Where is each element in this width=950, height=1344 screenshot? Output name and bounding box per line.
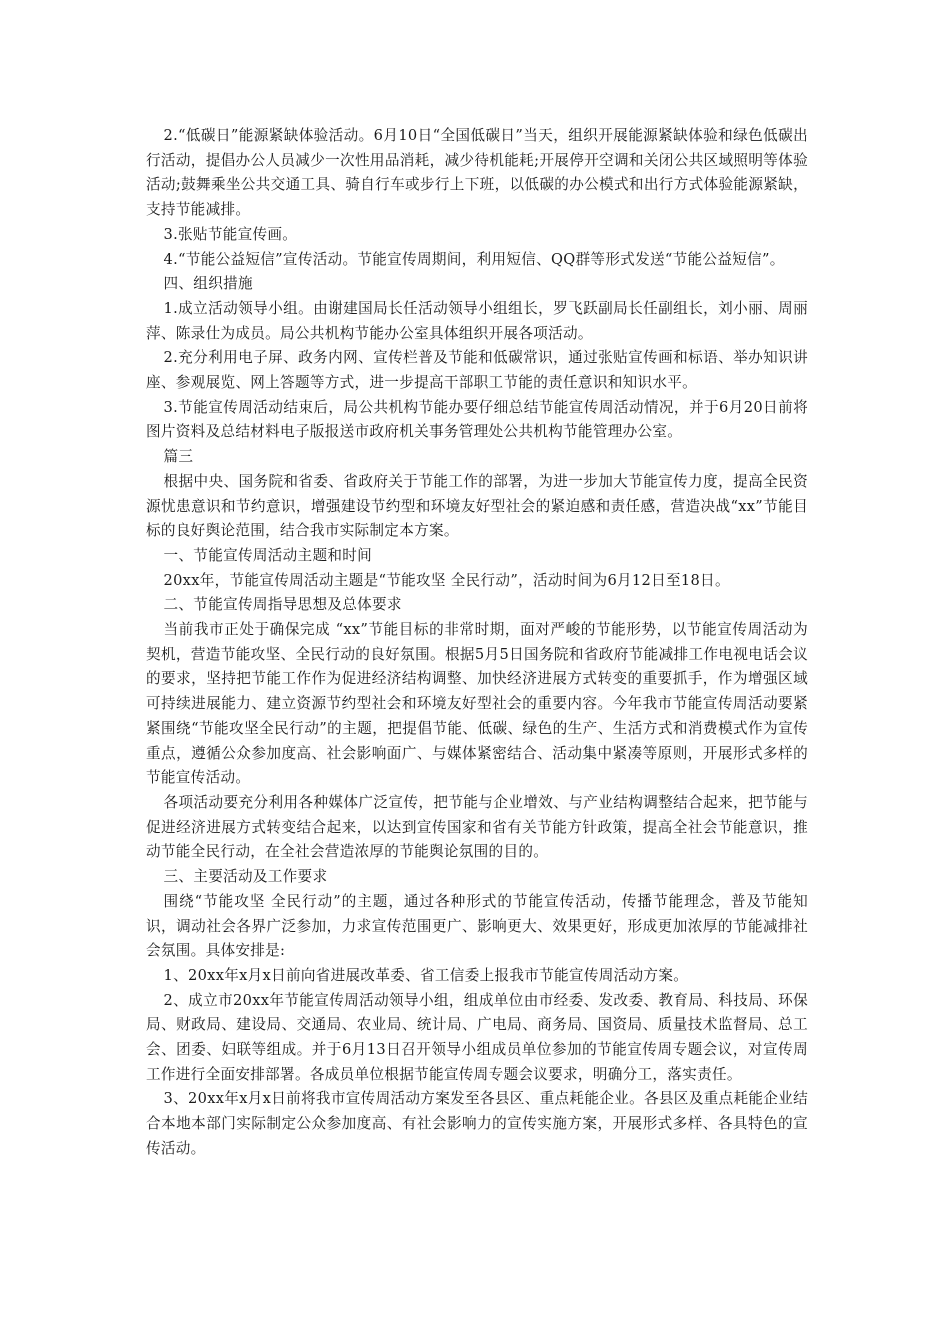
paragraph-summary-report: 3.节能宣传周活动结束后，局公共机构节能办要仔细总结节能宣传周活动情况，并于6月20日前将图片资料及总结材料电子版报送市政府机关事务管理处公共机构节能管理办公室。: [146, 398, 808, 441]
heading-main-activities: 三、主要活动及工作要求: [163, 868, 328, 886]
paragraph-item-2: 2、成立市20xx年节能宣传周活动领导小组，组成单位由市经委、发改委、教育局、科技局、环保局、财政局、建设局、交通局、农业局、统计局、广电局、商务局、国资局、质量技术监督局、总工会、团委、妇联等组成。并于6月13日召开领导小组成员单位参加的节能宣传周专题会议，对宣传周工作进行全面安排部署。各成员单位根据节能宣传周专题会议要求，明确分工，落实责任。: [146, 991, 808, 1083]
heading-theme-and-time: 一、节能宣传周活动主题和时间: [163, 546, 373, 564]
heading-organization-measures: 四、组织措施: [163, 275, 253, 293]
paragraph-item-3: 3、20xx年x月x日前将我市宣传周活动方案发至各县区、重点耗能企业。各县区及重点耗能企业结合本地本部门实际制定公众参加度高、有社会影响力的宣传实施方案，开展形式多样、各具特色的宣传活动。: [146, 1090, 808, 1157]
heading-part-three: 篇三: [163, 448, 194, 466]
paragraph-media-use: 2.充分利用电子屏、政务内网、宣传栏普及节能和低碳常识，通过张贴宣传画和标语、举办知识讲座、参观展览、网上答题等方式，进一步提高干部职工节能的责任意识和知识水平。: [146, 349, 808, 392]
paragraph-item-1: 1、20xx年x月x日前向省进展改革委、省工信委上报我市节能宣传周活动方案。: [163, 966, 689, 984]
paragraph-low-carbon-day: 2.“低碳日”能源紧缺体验活动。6月10日“全国低碳日”当天，组织开展能源紧缺体验和绿色低碳出行活动，提倡办公人员减少一次性用品消耗，减少待机能耗;开展停开空调和关闭公共区域照明等体验活动;鼓舞乘坐公共交通工具、骑自行车或步行上下班，以低碳的办公模式和出行方式体验能源紧缺，支持节能减排。: [146, 127, 808, 219]
paragraph-media-publicity: 各项活动要充分利用各种媒体广泛宣传，把节能与企业增效、与产业结构调整结合起来，把节能与促进经济进展方式转变结合起来，以达到宣传国家和省有关节能方针政策，提高全社会节能意识，推动节能全民行动，在全社会营造浓厚的节能舆论氛围的目的。: [146, 793, 808, 861]
document-body: [146, 124, 808, 1162]
heading-guiding-ideology: 二、节能宣传周指导思想及总体要求: [163, 596, 402, 614]
paragraph-theme: 20xx年，节能宣传周活动主题是“节能攻坚 全民行动”，活动时间为6月12日至18日。: [163, 571, 730, 589]
paragraph-current-situation: 当前我市正处于确保完成 “xx”节能目标的非常时期，面对严峻的节能形势，以节能宣传周活动为契机，营造节能攻坚、全民行动的良好氛围。根据5月5日国务院和省政府节能减排工作电视电话会议的要求，坚持把节能工作作为促进经济结构调整、加快经济进展方式转变的重要抓手，作为增强区域可持续进展能力、建立资源节约型社会和环境友好型社会的重要内容。今年我市节能宣传周活动要紧紧围绕“节能攻坚全民行动”的主题，把提倡节能、低碳、绿色的生产、生活方式和消费模式作为宣传重点，遵循公众参加度高、社会影响面广、与媒体紧密结合、活动集中紧凑等原则，开展形式多样的节能宣传活动。: [146, 621, 808, 787]
paragraph-sms: 4.“节能公益短信”宣传活动。节能宣传周期间，利用短信、QQ群等形式发送“节能公益短信”。: [163, 250, 785, 268]
paragraph-arrangement: 围绕“节能攻坚 全民行动”的主题，通过各种形式的节能宣传活动，传播节能理念，普及节能知识，调动社会各界广泛参加，力求宣传范围更广、影响更大、效果更好，形成更加浓厚的节能减排社会氛围。具体安排是:: [146, 892, 808, 960]
paragraph-intro: 根据中央、国务院和省委、省政府关于节能工作的部署，为进一步加大节能宣传力度，提高全民资源忧患意识和节约意识，增强建设节约型和环境友好型社会的紧迫感和责任感，营造决战“xx”节能目标的良好舆论范围，结合我市实际制定本方案。: [146, 472, 808, 540]
paragraph-posters: 3.张贴节能宣传画。: [163, 225, 298, 243]
paragraph-leading-group: 1.成立活动领导小组。由谢建国局长任活动领导小组组长，罗飞跃副局长任副组长，刘小丽、周丽萍、陈录仕为成员。局公共机构节能办公室具体组织开展各项活动。: [146, 299, 808, 342]
